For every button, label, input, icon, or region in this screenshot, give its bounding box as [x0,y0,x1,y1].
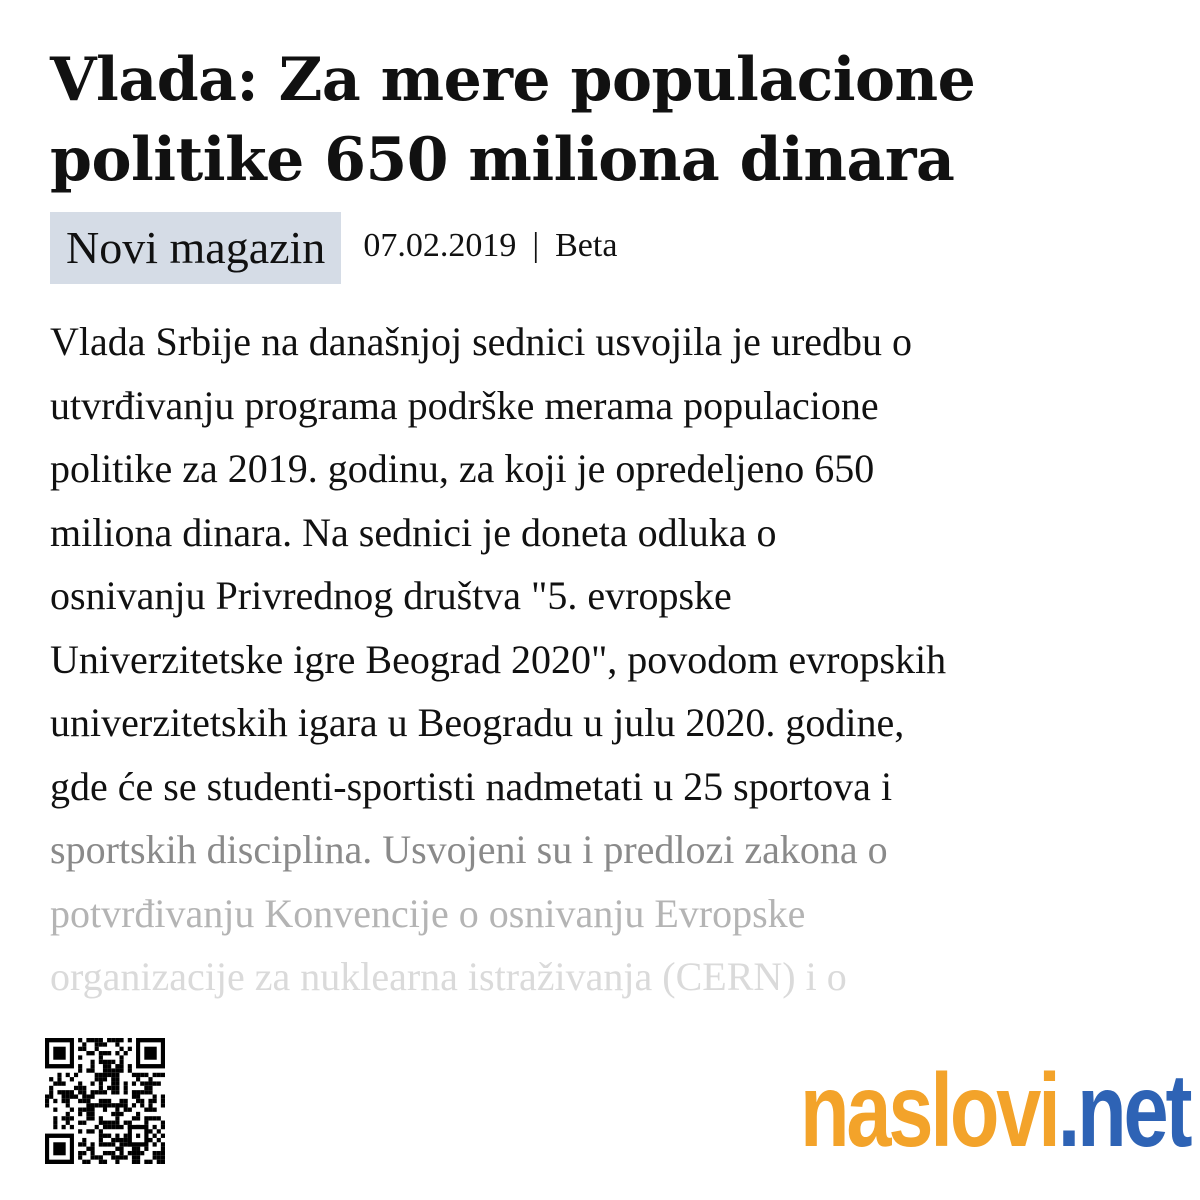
body-line: osnivanju Privrednog društva "5. evropske [50,573,732,618]
article-agency: Beta [555,227,618,264]
title-line: Vlada: Za mere populacione [50,45,976,115]
site-logo[interactable] [800,1053,1190,1169]
logo-text-naslovi: naslovi [800,1053,1058,1169]
logo-text-net: .net [1057,1053,1190,1169]
body-line: univerzitetskih igara u Beogradu u julu 2020. godine, [50,700,905,745]
body-line-faded: organizacije za nuklearna istraživanja (CERN) i o [50,954,847,999]
article [50,40,1160,1009]
article-date: 07.02.2019 [363,227,517,264]
qr-code-icon[interactable] [45,1038,165,1164]
article-title[interactable] [50,40,1160,200]
article-meta [50,212,1160,284]
title-line: politike 650 miliona dinara [50,125,955,195]
body-line: Univerzitetske igre Beograd 2020", povodom evropskih [50,636,947,682]
meta-separator: | [532,227,540,264]
meta-info [363,226,617,266]
qr-code-graphic [45,1038,165,1164]
body-line: gde će se studenti-sportisti nadmetati u 25 sportova i [50,763,893,809]
source-badge[interactable]: Novi magazin [50,212,341,284]
body-line: utvrđivanju programa podrške merama populacione [50,382,879,428]
body-line: miliona dinara. Na sednici je doneta odluka o [50,509,777,555]
body-line-faded: potvrđivanju Konvencije o osnivanju Evropske [50,890,806,936]
article-body [50,310,1160,1009]
body-line-faded: sportskih disciplina. Usvojeni su i predlozi zakona o [50,827,888,872]
body-line: Vlada Srbije na današnjoj sednici usvojila je uredbu o [50,319,913,364]
body-line: politike za 2019. godinu, za koji je opredeljeno 650 [50,446,875,491]
